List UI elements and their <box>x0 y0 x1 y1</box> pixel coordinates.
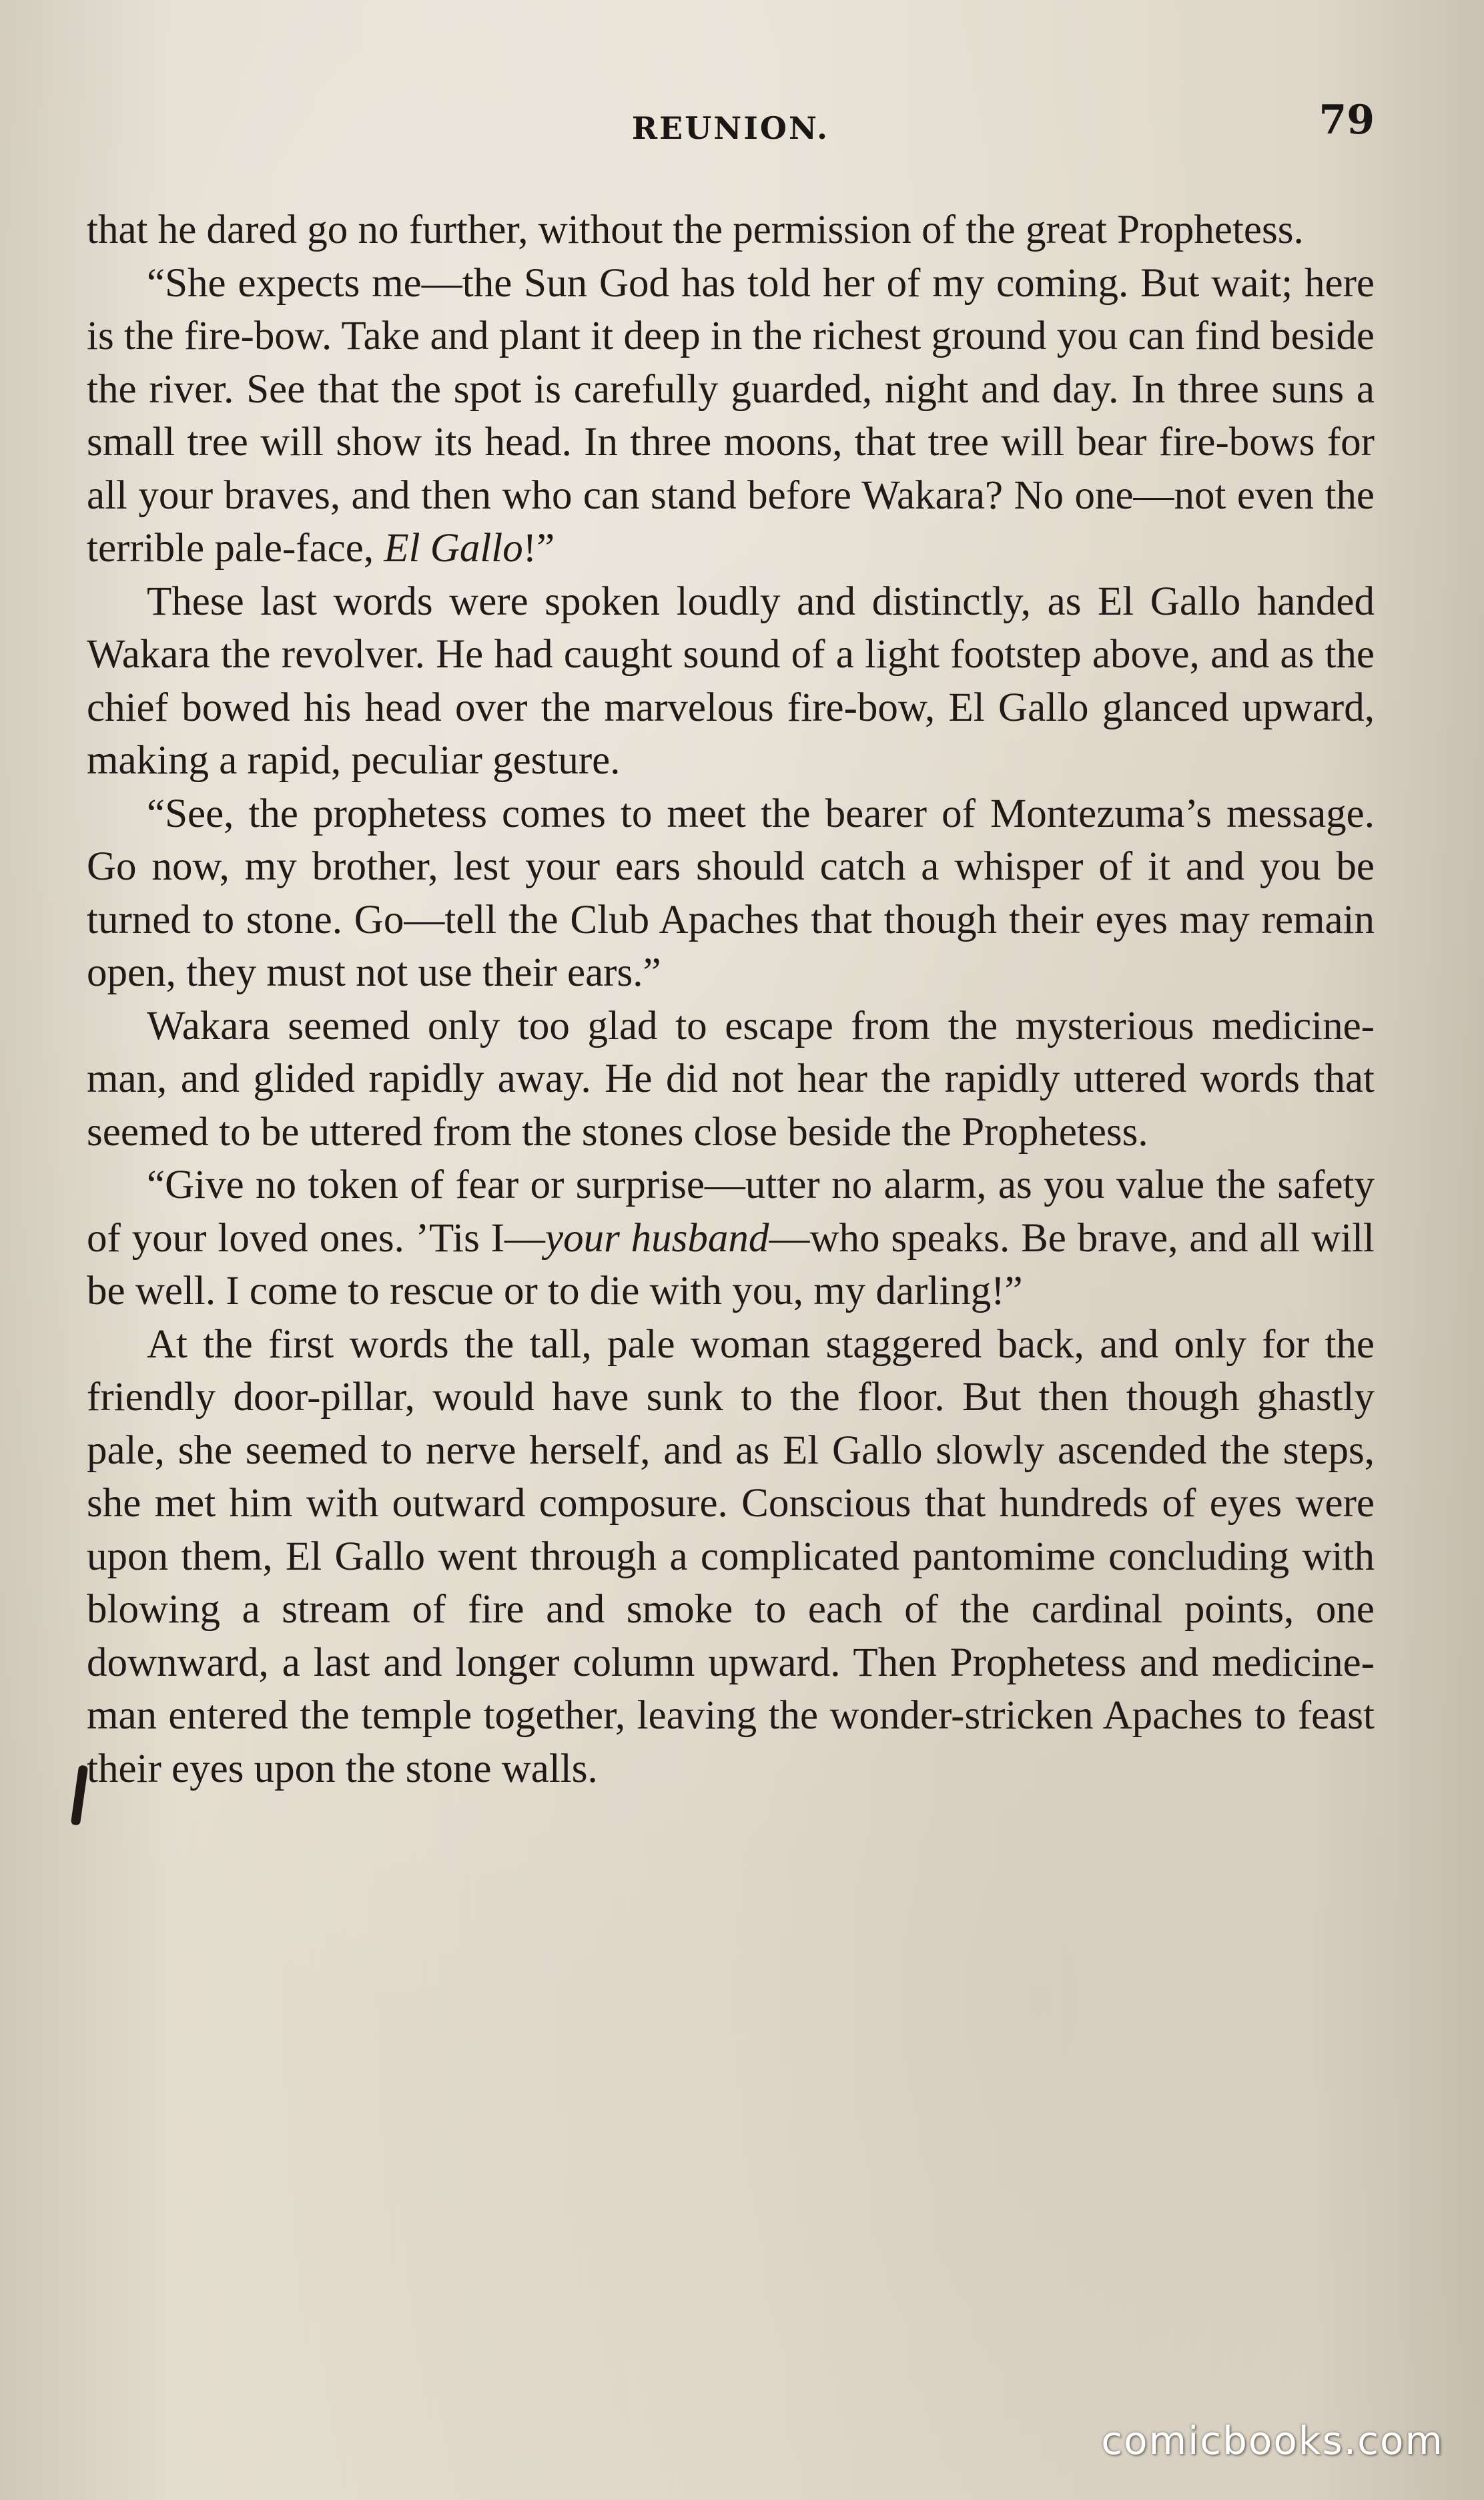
ink-mark <box>71 1765 88 1825</box>
paragraph <box>87 1000 1375 1159</box>
italic-text: your husband <box>545 1215 769 1261</box>
paragraph-text: Wakara seemed only too glad to escape from the mysterious medicine-man, and glided rapidly away. He did not hear the rapidly uttered words that seemed to be uttered from the stones close beside the Prophetess. <box>87 1003 1375 1155</box>
watermark: comicbooks.com <box>1101 2418 1444 2463</box>
paragraph <box>87 788 1375 1000</box>
paragraph <box>87 575 1375 788</box>
paragraph-text: “See, the prophetess comes to meet the bearer of Montezuma’s message. Go now, my brother, lest your ears should catch a whisper of it and you be turned to stone. Go—tell the Club Apaches that though their eyes may remain open, they must not use their ears.” <box>87 791 1375 995</box>
paragraph-text: that he dared go no further, without the permission of the great Prophetess. <box>87 208 1304 252</box>
paragraph <box>87 1318 1375 1796</box>
paragraph <box>87 204 1375 257</box>
italic-text: El Gallo <box>384 526 523 571</box>
body-text <box>87 204 1375 1795</box>
paragraph <box>87 257 1375 575</box>
paragraph-text: !” <box>522 526 555 571</box>
paragraph-text: These last words were spoken loudly and distinctly, as El Gallo handed Wakara the revolver. He had caught sound of a light footstep above, and as the chief bowed his head over the marvelous fire-bow, El Gallo glanced upward, making a rapid, peculiar gesture. <box>87 579 1375 783</box>
paragraph-text: —who speaks. Be brave, and all will be well. I come to rescue or to die with you, my darling!” <box>87 1215 1375 1313</box>
page-number: 79 <box>1319 97 1375 143</box>
paragraph <box>87 1159 1375 1318</box>
running-head: REUNION. <box>631 110 830 146</box>
paragraph-text: “Give no token of fear or surprise—utter no alarm, as you value the safety of your loved ones. ’Tis I— <box>87 1163 1375 1261</box>
paragraph-text: At the first words the tall, pale woman staggered back, and only for the friendly door-pillar, would have sunk to the floor. But then though ghastly pale, she seemed to nerve herself, and as El Gallo slowly ascended the steps, she met him with outward composure. Conscious that hundreds of eyes were upon them, El Gallo went through a complicated pantomime concluding with blowing a stream of fire and smoke to each of the cardinal points, one downward, a last and longer column upward. Then Prophetess and medicine-man entered the temple together, leaving the wonder-stricken Apaches to feast their eyes upon the stone walls. <box>87 1321 1375 1791</box>
page-header <box>87 97 1375 157</box>
paragraph-text: “She expects me—the Sun God has told her of my coming. But wait; here is the fire-bow. Take and plant it deep in the richest ground you can find beside the river. See that the spot is carefully guarded, night and day. In three suns a small tree will show its head. In three moons, that tree will bear fire-bows for all your braves, and then who can stand before Wakara? No one—not even the terrible pale-face, <box>87 260 1375 571</box>
